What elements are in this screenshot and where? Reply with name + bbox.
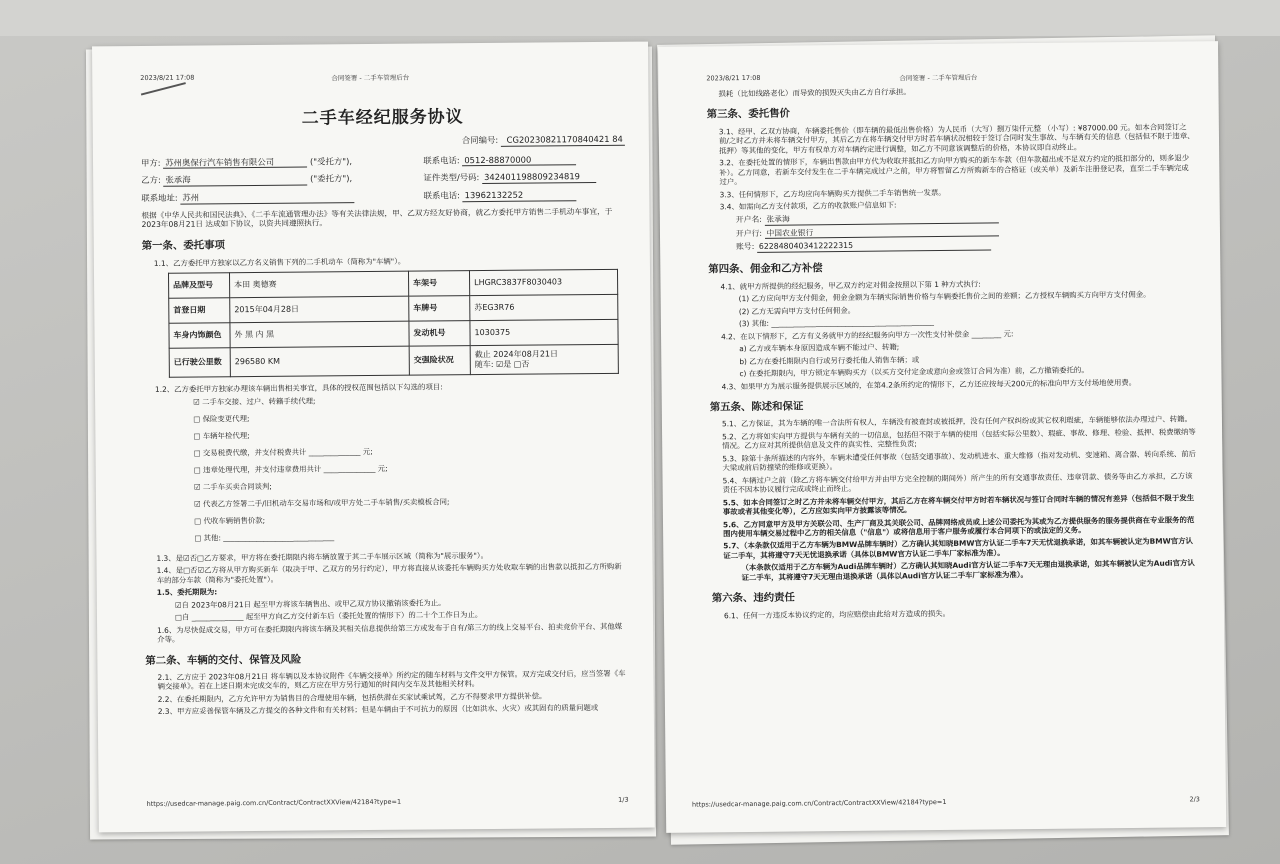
page-number: 2/3 — [1189, 794, 1200, 804]
clause-4-3: 4.3、如果甲方为展示服务提供展示区域的，在第4.2条所约定的情形下，乙方还应按每天200元的标准向甲方支付场地使用费。 — [721, 377, 1137, 391]
account-number: 6228480403412222315 — [757, 240, 991, 253]
footer-url: https://usedcar-manage.paig.com.cn/Contract/ContractXXView/42184?type=1 — [146, 797, 402, 808]
authorization-option[interactable]: □ 车辆年检代理; — [193, 430, 250, 441]
clause-5-1: 5.1、乙方保证，其为车辆的唯一合法所有权人，车辆没有被查封或被抵押，没有任何产权纠纷或其它权利瑕疵，车辆能够依法办理过户、转籍。 — [721, 414, 1192, 429]
clause-4-1-option-1: (1) 乙方应向甲方支付佣金，佣金金额为车辆实际销售价格与车辆委托售价之间的差额；乙方授权车辆购买方向甲方支付佣金。 — [738, 290, 1151, 304]
clause-4-2-b: b) 乙方在委托期限内自行或另行委托他人销售车辆；或 — [739, 354, 920, 366]
vehicle-info-table — [168, 269, 619, 378]
registration-value: 2015年04月28日 — [230, 296, 409, 323]
engine-label: 发动机号 — [409, 321, 470, 347]
plate-value: 苏EG3R76 — [470, 294, 618, 320]
clause-4-1-option-3: (3) 其他: ____________________________________________ — [738, 317, 935, 329]
insurance-with-car: 随车: ☑是 □否 — [474, 359, 530, 370]
party-b-row — [141, 171, 625, 187]
print-title: 合同签署 - 二手车管理后台 — [331, 73, 410, 83]
party-a-role: ("受托方"), — [309, 155, 353, 167]
clause-6-1: 6.1、任何一方违反本协议约定的，均应赔偿由此给对方造成的损失。 — [723, 608, 951, 620]
party-b-id: 342401198809234819 — [482, 171, 596, 184]
color-value: 外 黑 内 黑 — [230, 321, 409, 348]
contract-number-line — [141, 134, 625, 150]
section-6-heading: 第六条、违约责任 — [711, 591, 795, 605]
print-date: 2023/8/21 17:08 — [706, 73, 761, 83]
print-date: 2023/8/21 17:08 — [140, 73, 195, 83]
desk-background — [0, 0, 1280, 36]
document-title: 二手车经纪服务协议 — [301, 107, 464, 129]
plate-label: 车牌号 — [409, 296, 470, 322]
clause-1-5-option-b[interactable]: □自 ______________ 起至甲方向乙方交付新车后（委托处置的情形下）的二十个工作日为止。 — [174, 610, 483, 622]
authorization-option[interactable]: ☑ 二手车买卖合同谈判; — [193, 481, 272, 492]
page-header — [118, 70, 622, 83]
clause-3-3: 3.3、任何情形下，乙方均应向车辆购买方提供二手车销售统一发票。 — [719, 187, 946, 199]
clause-1-6: 1.6、为尽快促成交易，甲方可在委托期限内将该车辆及其相关信息提供给第三方或发布于自有/第三方的线上交易平台、拍卖竞价平台、其他媒介等。 — [157, 621, 623, 645]
clause-4-2: 4.2、在以下情形下，乙方有义务就甲方的经纪服务向甲方一次性支付补偿金 ________ 元: — [721, 328, 1014, 341]
account-name-row — [736, 210, 1196, 226]
mileage-label: 已行驶公里数 — [169, 348, 230, 378]
party-a-label: 甲方: — [140, 157, 161, 168]
clause-5-2: 5.2、乙方将如实向甲方提供与车辆有关的一切信息，包括但不限于车辆的使用（包括实际公里数）、瑕疵、事故、修理、检验、抵押、税费缴纳等情况。乙方应对其所提供信息及文件的真实性、完整性负责; — [722, 427, 1196, 451]
clause-1-2: 1.2、乙方委托甲方独家办理该车辆出售相关事宜，具体的授权范围包括以下勾选的项目: — [154, 382, 443, 395]
page-number: 1/3 — [618, 795, 629, 804]
authorization-option[interactable]: □ 违章处理代理，并支付违章费用共计 ______________ 元; — [193, 463, 388, 475]
authorization-option[interactable]: □ 交易税费代缴，并支付税费共计 ______________ 元; — [193, 446, 373, 458]
account-name-label: 开户名: — [735, 214, 762, 224]
engine-value: 1030375 — [470, 319, 618, 345]
clause-3-4: 3.4、如需向乙方支付款项，乙方的收款账户信息如下: — [719, 200, 897, 212]
color-label: 车身内饰颜色 — [169, 323, 230, 349]
continued-line: 损耗（比如线路老化）而导致的损毁灭失由乙方自行承担。 — [718, 87, 911, 99]
clause-1-3: 1.3、是☑否□乙方要求，甲方将在委托期限内将车辆放置于其二手车展示区域（简称为"展示服务"）。 — [156, 550, 488, 563]
party-b-name: 张承海 — [163, 174, 307, 187]
clause-1-5-option-a[interactable]: ☑自 2023年08月21日 起至甲方将该车辆售出、或甲乙双方协议撤销该委托为止。 — [174, 598, 446, 610]
page-body — [706, 81, 1200, 623]
section-2-heading: 第二条、车辆的交付、保管及风险 — [145, 653, 302, 667]
section-4-heading: 第四条、佣金和乙方补偿 — [708, 262, 823, 276]
page-footer — [692, 795, 1200, 809]
account-bank-label: 开户行: — [735, 228, 763, 238]
clause-2-3: 2.3、甲方应妥善保管车辆及乙方提交的各种文件和有关材料；但是车辆由于不可抗力的原因（比如洪水、火灾）或其固有的质量问题或 — [157, 703, 599, 717]
mileage-value: 296580 KM — [230, 346, 409, 377]
clause-4-1-option-2: (2) 乙方无需向甲方支付任何佣金。 — [738, 305, 856, 316]
clause-3-1: 3.1、经甲、乙双方协商，车辆委托售价（即车辆的最低出售价格）为人民币（大写）捌万柒仟元整 （小写）: ¥87000.00 元。如本合同签订之前/之时乙方并未将车辆交付甲方，其后乙方在将车辆交付甲方时若车辆状况相较于签订合同时发生事故、与车辆有关的信息（包括但不限于违章、抵押）等其他的变化，甲方有权单方对车辆约定进行调整，如乙方不同意该调整后的价格，本协议即自动终止。 — [718, 122, 1195, 156]
section-5-heading: 第五条、陈述和保证 — [709, 400, 804, 414]
clause-1-1: 1.1、乙方委托甲方独家以乙方名义销售下列的二手机动车（简称为"车辆"）。 — [153, 256, 406, 268]
insurance-label: 交强险状况 — [409, 346, 470, 376]
authorization-option[interactable]: ☑ 二手车交接、过户、转籍手续代理; — [193, 396, 316, 407]
page-footer — [147, 795, 629, 808]
party-a-phone-label: 联系电话: — [423, 154, 460, 166]
section-1-heading: 第一条、委托事项 — [141, 239, 225, 253]
account-bank-row — [736, 224, 1196, 240]
party-b-role: ("委托方"), — [310, 173, 353, 184]
vin-label: 车架号 — [408, 271, 469, 297]
contract-number: CG20230821170840421 84 — [501, 134, 625, 147]
clause-3-2: 3.2、在委托处置的情形下，车辆出售款由甲方代为收取并抵扣乙方向甲方购买的新车车款（但车款超出或不足双方约定的抵扣部分的，则多退少补）。乙方同意，若新车交付发生在二手车辆完成过户之前，甲方将暂留乙方所购新车的合格证（或关单）及新车注册登记表，直至二手车辆完成过户。 — [719, 153, 1190, 187]
party-b-phone: 13962132252 — [463, 189, 577, 202]
address-label: 联系地址: — [141, 192, 178, 204]
contract-page-1 — [92, 42, 655, 833]
vin-value: LHGRC3837F8030403 — [469, 269, 617, 295]
clause-1-5: 1.5、委托期限为: — [156, 587, 218, 598]
authorization-option[interactable]: □ 保险变更代理; — [193, 413, 250, 424]
clause-5-6: 5.6、乙方同意甲方及甲方关联公司、生产厂商及其关联公司、品牌网络成员或上述公司委托为其或为乙方提供服务的服务提供商在专业服务的范围内使用车辆交易过程中乙方的相关信息（"信息"）或将信息用于客户服务或履行本合同项下的或法定的义务。 — [722, 514, 1195, 539]
party-b-id-label: 证件类型/号码: — [423, 172, 480, 183]
contract-page-2 — [658, 41, 1226, 833]
clause-5-7-audi: （本条款仅适用于乙方车辆为Audi品牌车辆时）乙方确认其知晓Audi官方认证二手车7天无理由退换承诺，如其车辆被认定为Audi官方认证二手车，其将遵守7天无理由退换承诺（具体以Audi官方认证二手车厂家标准为准）。 — [741, 558, 1195, 582]
page-body — [140, 98, 629, 720]
clause-4-2-a: a) 乙方或车辆本身原因造成车辆不能过户、转籍; — [739, 342, 900, 354]
print-title: 合同签署 - 二手车管理后台 — [899, 73, 978, 83]
party-a-name: 苏州奥保行汽车销售有限公司 — [163, 156, 307, 169]
party-b-phone-label: 联系电话: — [423, 190, 460, 201]
clause-5-5: 5.5、如本合同签订之时乙方并未将车辆交付甲方，其后乙方在将车辆交付甲方时若车辆状况与签订合同时车辆的情况有差异（包括但不限于发生事故或者其他变化等），乙方应如实向甲方披露该等情况。 — [722, 492, 1195, 517]
account-name: 张承海 — [764, 212, 998, 225]
brand-value: 本田 奥德赛 — [229, 271, 408, 298]
page-header — [684, 69, 1192, 83]
insurance-cell — [470, 344, 618, 375]
clause-2-2: 2.2、在委托期限内，乙方允许甲方为销售目的合理使用车辆，包括供潜在买家试乘试驾，乙方不得要求甲方提供补偿。 — [157, 691, 547, 704]
party-b-address-row — [141, 189, 625, 205]
clause-5-4: 5.4、车辆过户之前（除乙方将车辆交付给甲方并由甲方完全控制的期间外）所产生的所有交通事故责任、违章罚款、债务等由乙方承担，乙方该责任不因本协议履行完成或终止而终止。 — [722, 470, 1193, 495]
clause-4-2-c: c) 在委托期限内，甲方锁定车辆购买方（以买方交付定金或意向金或签订合同为准）前，乙方撤销委托的。 — [739, 365, 1089, 379]
footer-url: https://usedcar-manage.paig.com.cn/Contract/ContractXXView/42184?type=1 — [691, 797, 947, 809]
clause-5-7: 5.7、（本条款仅适用于乙方车辆为BMW品牌车辆时）乙方确认其知晓BMW官方认证二手车7天无忧退换承诺，如其车辆被认定为BMW官方认证二手车，其将遵守7天无忧退换承诺（具体以BMW官方认证二手车厂家标准为准）。 — [723, 536, 1193, 561]
authorization-option[interactable]: □ 代收车辆销售价款; — [194, 515, 266, 526]
account-bank: 中国农业银行 — [764, 226, 998, 239]
party-a-phone: 0512-88870000 — [462, 154, 576, 167]
clause-5-3: 5.3、除第十条所描述的内容外，车辆未遭受任何事故（包括交通事故）、发动机进水、重大维修（指对发动机、变速箱、离合器、转向系统、前后大梁或前后防撞梁的维修或更换）。 — [722, 449, 1197, 473]
party-a-row — [141, 153, 625, 169]
insurance-expiry: 截止 2024年08月21日 — [474, 349, 559, 360]
clause-2-1: 2.1、乙方应于 2023年08月21日 将车辆以及本协议附件《车辆交接单》所约定的随车材料与文件交甲方保管。双方完成交付后，应当签署《车辆交接单》。若在上述日期未完成交车的，则乙方应在甲方另行通知的时间内交车及其他相关材料。 — [157, 668, 626, 692]
party-b-address: 苏州 — [180, 191, 354, 204]
brand-label: 品牌及型号 — [168, 273, 229, 299]
section-3-heading: 第三条、委托售价 — [706, 108, 790, 121]
account-number-row — [736, 238, 1196, 254]
contract-number-label: 合同编号: — [461, 134, 499, 145]
intro-paragraph: 根据《中华人民共和国民法典》、《二手车流通管理办法》等有关法律法规，甲、乙双方经友好协商，就乙方委托甲方销售二手机动车事宜，于 2023年08月21日 达成如下协议，以资共同遵照执行。 — [141, 206, 613, 230]
authorization-option[interactable]: ☑ 代表乙方签署二手/旧机动车交易市场和/或甲方处二手车销售/买卖模板合同; — [193, 497, 450, 509]
clause-1-4: 1.4、是□否☑乙方将从甲方购买新车（取决于甲、乙双方的另行约定），甲方将直接从该委托车辆购买方处收取车辆的出售款以抵扣乙方所购新车的部分车款（简称为"委托处置"）。 — [156, 562, 622, 585]
authorization-option[interactable]: □ 其他: ______________________________ — [194, 532, 335, 543]
registration-label: 首登日期 — [169, 298, 230, 324]
party-b-label: 乙方: — [141, 175, 161, 186]
account-number-label: 账号: — [736, 242, 755, 252]
clause-4-1: 4.1、就甲方所提供的经纪服务，甲乙双方约定对佣金按照以下第 1 种方式执行: — [720, 279, 981, 292]
